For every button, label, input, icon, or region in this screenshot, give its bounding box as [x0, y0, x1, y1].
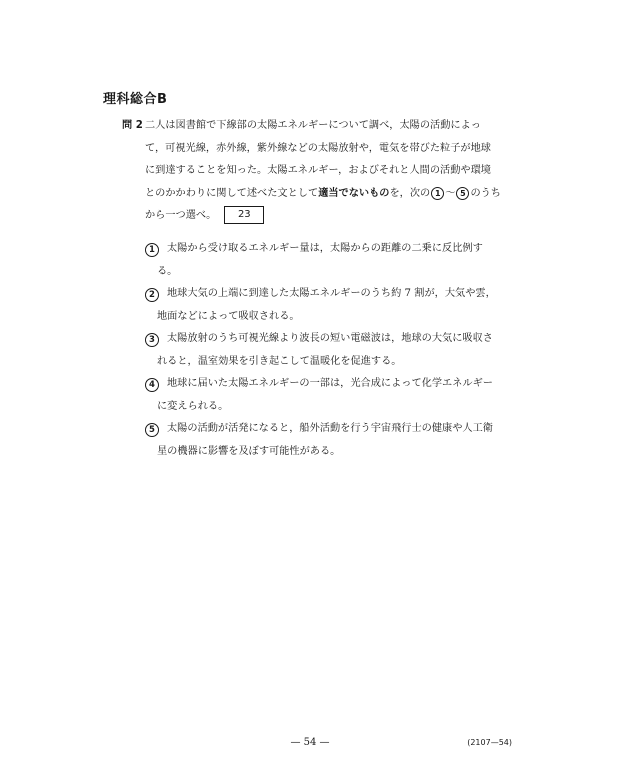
choice-number: 2 [145, 288, 159, 302]
document-code: (2107—54) [467, 738, 512, 747]
choice-number: 1 [145, 243, 159, 257]
question-label: 問 2 [122, 120, 143, 131]
question-line [145, 183, 522, 206]
range-from-number: 1 [431, 187, 444, 200]
choice-number: 3 [145, 333, 159, 347]
question-line-part: とのかかわりに関して述べた文として [145, 187, 319, 199]
subject-heading: 理科総合B [103, 92, 168, 107]
choice-number: 4 [145, 378, 159, 392]
page-number: — 54 — [290, 737, 330, 748]
choice-text: 地球大気の上端に到達した太陽エネルギーのうち約 7 割が，大気や雲， [167, 288, 496, 299]
answer-box: 23 [224, 206, 264, 224]
choice-text-cont: 星の機器に影響を及ぼす可能性がある。 [157, 445, 341, 457]
question-line [145, 205, 522, 228]
question-line: に到達することを知った。太陽エネルギー，およびそれと人間の活動や環境 [145, 165, 491, 176]
choice-text-cont: る。 [157, 265, 178, 277]
choice-item [145, 238, 517, 283]
choices-list [145, 238, 517, 463]
choice-text-cont: れると，温室効果を引き起こして温暖化を促進する。 [157, 355, 402, 367]
emphasis-text: 適当でないもの [318, 187, 390, 199]
choice-text: 太陽放射のうち可視光線より波長の短い電磁波は，地球の大気に吸収さ [167, 333, 493, 344]
choice-text-cont: 地面などによって吸収される。 [157, 310, 300, 322]
choice-item [145, 328, 517, 373]
question-line: 二人は図書館で下線部の太陽エネルギーについて調べ，太陽の活動によっ [145, 120, 481, 131]
choice-item [145, 283, 517, 328]
choice-text-cont: に変えられる。 [157, 400, 229, 412]
question-block [122, 115, 522, 228]
choice-item [145, 373, 517, 418]
range-separator: ～ [445, 187, 456, 199]
question-line-part: から一つ選べ。 [145, 210, 217, 221]
question-text [145, 115, 522, 228]
range-to-number: 5 [456, 187, 469, 200]
question-line-part: のうち [470, 187, 501, 199]
question-line-part: を，次の [389, 187, 431, 199]
choice-text: 地球に届いた太陽エネルギーの一部は，光合成によって化学エネルギー [167, 378, 493, 389]
choice-text: 太陽から受け取るエネルギー量は，太陽からの距離の二乗に反比例す [167, 243, 483, 254]
question-line: て，可視光線，赤外線，紫外線などの太陽放射や，電気を帯びた粒子が地球 [145, 142, 491, 154]
choice-item [145, 418, 517, 463]
choice-text: 太陽の活動が活発になると，船外活動を行う宇宙飛行士の健康や人工衛 [167, 423, 493, 434]
choice-number: 5 [145, 423, 159, 437]
